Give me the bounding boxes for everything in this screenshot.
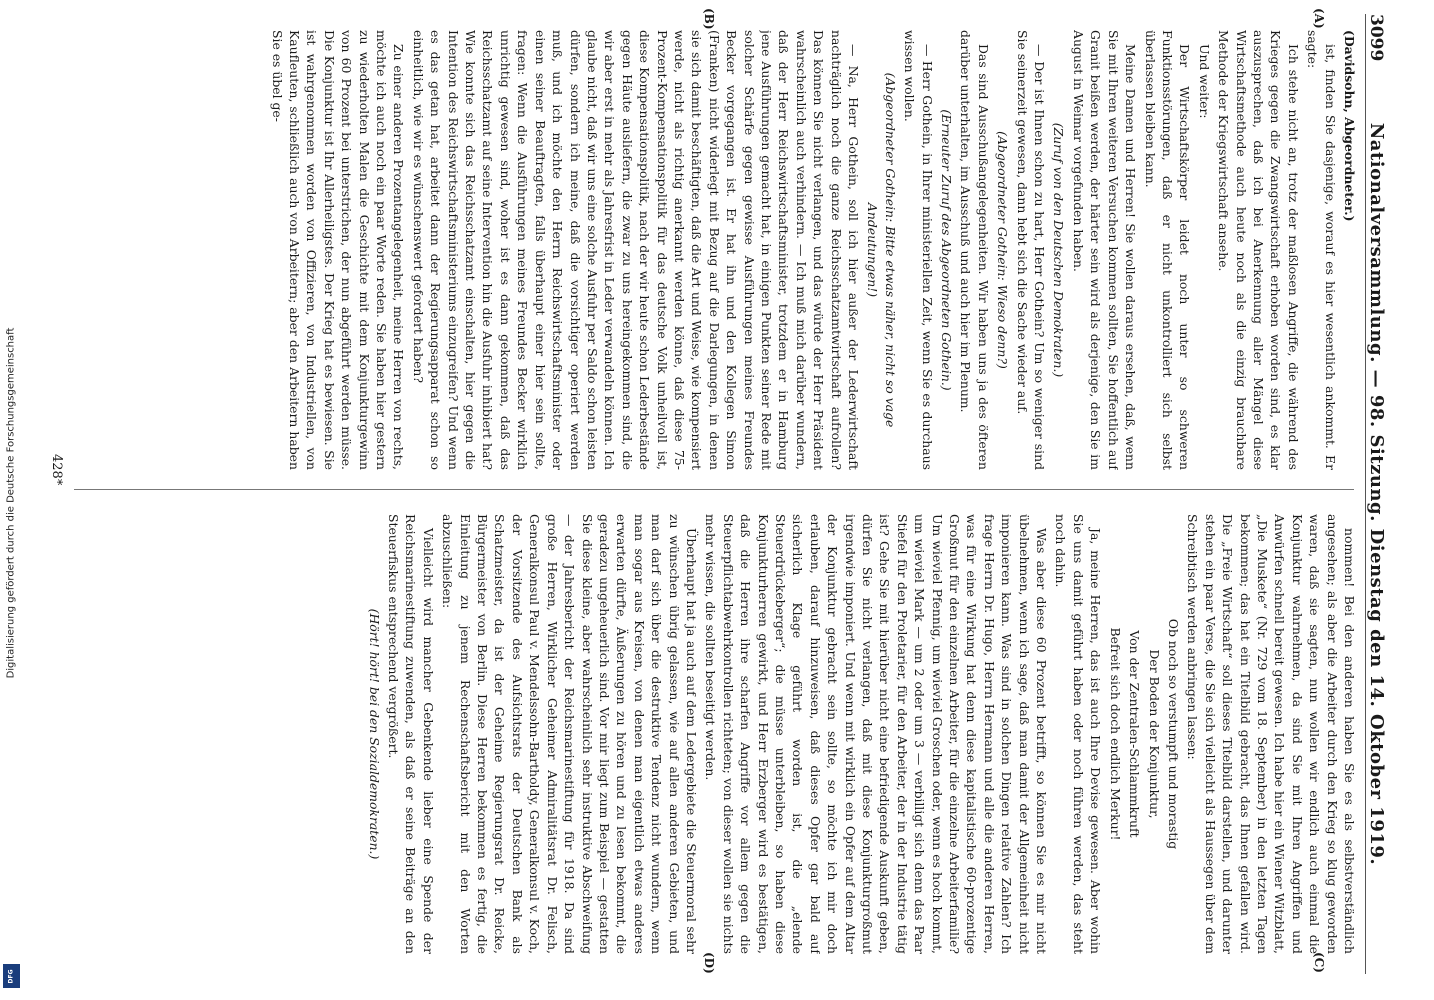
margin-mark-d: (D) — [702, 952, 716, 974]
paragraph: Meine Damen und Herren! Sie wollen daraus ersehen, daß, wenn Sie mit Ihren weiteren Versuchen kommen sollten, Sie hoffentlich auf Granit beißen werden, der härter sein wird als derjenige, den Sie im August in Weimar vorgefunden haben. — [1070, 30, 1139, 470]
right-text-column — [68, 514, 1358, 954]
paragraph: ist, finden Sie dasjenige, worauf es hier wesentlich ankommt. Er sagte: — [1305, 30, 1338, 470]
rotated-page-canvas — [36, 8, 1416, 974]
verse-line: Ob noch so verstumpft und morastig — [1165, 618, 1181, 850]
column-divider — [74, 489, 1354, 490]
margin-mark-c: (C) — [1312, 952, 1326, 973]
page-title: Nationalversammlung. — 98. Sitzung. Dienstag den 14. Oktober 1919. — [1366, 122, 1387, 866]
paragraph: nommen! Bei den anderen haben Sie es als selbstverständlich angesehen; als aber die Arbeiter durch den Krieg so klug geworden waren, daß sie sagten, nun wollen wir endlich auch einmal die Konjunktur wahrnehmen, da sind Sie mit Ihren Angriffen und Anwürfen schnell bereit gewesen. Ich habe hier ein Wiener Witzblatt, „Die Muskete“ (Nr. 729 vom 18. September) in den letzten Tagen bekommen; das hat ein Titelbild gebracht, das Ihnen gefallen wird. Die „Freie Wirtschaft“ soll dieses Titelbild darstellen, und darunter stehen ein paar Verse, die Sie sich vielleicht als Haussegen über dem Schreibtisch werden anbringen lassen: — [1185, 514, 1357, 954]
interjection: (Abgeordneter Gothein: Bitte etwas näher, nicht so vage Andeutungen!) — [865, 72, 898, 428]
paragraph: Vielleicht wird mancher Gebenkende lieber eine Spende der Reichsmarinestiftung zuwenden, als daß er seine Beiträge an den Steuerfiskus entsprechend vergrößert. — [386, 514, 436, 954]
paragraph: — Der ist Ihnen schon zu hart, Herr Gothein? Um so weniger sind Sie seinerzeit gewesen, dann hebt sich die Sache wieder auf. — [1014, 30, 1048, 470]
paragraph: Der Wirtschaftskörper leidet noch unter so schweren Funktionsstörungen, daß er nicht unkontrolliert sich selbst überlassen bleiben kann. — [1142, 30, 1193, 470]
verse-line: Der Boden der Konjunktur, — [1146, 649, 1162, 819]
speaker-name: (Davidsohn, Abgeordneter.) — [1342, 30, 1357, 222]
digitization-sidebar — [0, 8, 22, 998]
interjection: (Zuruf von den Deutschen Demokraten.) — [1051, 122, 1067, 378]
verse-line: Von der Zentralen-Schlammkruft — [1127, 630, 1143, 838]
paragraph: Ich stehe nicht an, trotz der maßlosen Angriffe, die während des Krieges gegen die Zwangswirtschaft erhoben worden sind, es klar auszusprechen, daß ich bei Anerkennung aller Mängel diese Wirtschaftsmethode auch heute noch als die einzig brauchbare Methode der Kriegswirtschaft ansehe. — [1216, 30, 1301, 470]
paragraph: Zu einer anderen Prozentangelegenheit, meine Herren von rechts, möchte ich auch noch ein paar Worte reden. Sie haben hier gestern zu wiederholten Malen die Geschichte mit dem Konjunkturgewinn von 60 Prozent bei unterstrichen, der nun abgeführt werden müsse. Die Konjunktur ist Ihr Allerheiligstes. Der Krieg hat es bewiesen. Sie ist wahrgenommen worden von Offizieren, von Industriellen, von Kaufleuten, schließlich auch von Arbeitern; aber den Arbeitern haben Sie es übel ge- — [269, 30, 407, 470]
margin-mark-b: (B) — [702, 8, 716, 30]
paragraph: Das sind Ausschußangelegenheiten. Wir haben uns ja des öfteren darüber unterhalten, im Ausschuß und auch hier im Plenum. — [958, 30, 991, 470]
paragraph: Was aber diese 60 Prozent betrifft, so können Sie es mir nicht übelnehmen, wenn ich sage, daß man damit der Allgemeinheit nicht imponieren kann. Was sind in solchen Dingen relative Zahlen? Ich frage Herrn Dr. Hugo, Herrn Hermann und alle die anderen Herren, was für eine Wirkung hat denn diese kapitalistische 60-prozentige Großmut für den einzelnen Arbeiter, für die einzelne Arbeiterfamilie? Um wieviel Pfennig, um wieviel Groschen oder, wenn es hoch kommt, um wieviel Mark — um 2 oder um 3 — verbilligt sich denn das Paar Stiefel für den Proletarier, für den Arbeiter, der in der Industrie tätig ist? Gehe Sie mit hierüber nicht eine befriedigende Auskunft geben, dürfen Sie nicht verlangen, daß mit diese Konjunkturgroßmut irgendwie imponiert. Und wenn mit wirklich ein Opfer auf dem Altar der Konjunktur gebracht sein sollte, so möchte ich mir doch erlauben, darauf hinzuweisen, daß dieses Opfer gar bald auf sicherlich Klage geführt worden ist, die „elende Steuerdrückeberger“; die müsse unterbleiben, so haben diese Konjunkturherren gewirkt, und Herr Erzberger wird es bestätigen, daß die Herren ihre scharfen Angriffe vor allem gegen die Steuerpflichtabwehrkontrollen richteten; von dieser wollen sie nichts mehr wissen, die sollten beseitigt werden. — [703, 514, 1050, 954]
dfg-logo-text: DFG — [7, 968, 15, 984]
paragraph: — Herr Gothein, in Ihrer ministeriellen Zeit, wenn Sie es durchaus wissen wollen. — [902, 30, 935, 470]
digitization-note: Digitalisierung gefördert durch die Deutsche Forschungsgemeinschaft — [5, 327, 17, 679]
page-footer-mark: 428* — [49, 454, 64, 486]
paragraph: Und weiter: — [1196, 44, 1212, 119]
page-header — [1365, 14, 1406, 974]
dfg-logo — [3, 964, 20, 988]
page-number: 3099 — [1366, 14, 1386, 62]
margin-mark-a: (A) — [1312, 8, 1326, 29]
interjection: (Hört! hört! bei den Sozialdemokraten.) — [366, 608, 382, 860]
left-text-column — [68, 30, 1358, 470]
paragraph: — Na, Herr Gothein, soll ich hier außer der Lederwirtschaft nachträglich noch die ganze Reichsschatzamtwirtschaft aufrollen? Das können Sie nicht verlangen, und das würde der Herr Präsident wahrscheinlich auch verhindern. — Ich muß mich darüber wundern, daß der Herr Reichswirtschaftsminister, trotzdem er in Hamburg jene Ausführungen gemacht hat, in einigen Punkten seiner Rede mit solcher Schärfe gegen gewisse Ausführungen meines Freundes Becker vorgegangen ist. Er hat ihn und den Kollegen Simon (Franken) nicht widerlegt mit Bezug auf die Darlegungen, in denen sie sich damit beschäftigten, daß die Art und Weise, wie kompensiert werde, nicht als richtig anerkannt werden könne, daß diese 75-Prozent-Kompensationspolitik für das deutsche Volk unheilvoll ist, diese Kompensationspolitik, nach der wir heute schon Lederbestände gegen Häute ausliefern, die zwar zu uns hereingekommen sind, die wir aber erst in mehr als Jahresfrist in Leder verwandeln können. Ich glaube nicht, daß wir uns eine solche Ausfuhr per Saldo schon leisten dürfen, sondern ich meine, daß die vorsichtiger operiert werden muß, und ich möchte den Herrn Reichswirtschaftsminister oder einen seiner Beauftragten, falls überhaupt einer hier sein sollte, fragen: Wenn die Ausführungen meines Freundes Becker wirklich unrichtig gewesen sind, woher ist es dann gekommen, daß das Reichsschatzamt auf seine Intervention hin die Ausfuhr inhibiert hat? Wie konnte sich das Reichsschatzamt einschalten, hier gegen die Intention des Reichswirtschaftsministeriums einzugreifen? Und wenn es das getan hat, arbeitet dann der Regierungsapparat schon so einheitlich, wie wir es wünschenswert gefordert haben? — [410, 30, 862, 470]
verse-line: Befreit sich doch endlich Merkur! — [1107, 627, 1123, 841]
paragraph: Überhaupt hat ja auch auf dem Ledergebiete die Steuermoral sehr zu wünschen übrig gelassen, wie auf allen anderen Gebieten, und man darf sich über die destruktive Tendenz nicht wundern, wenn man sogar aus Kreisen, von denen man eigentlich etwas anderes erwarten dürfte, Äußerungen zu hören und zu lesen bekommt, die geradezu ungeheuerlich sind. Vor mir liegt zum Beispiel — gestatten Sie diese kleine, aber wahrscheinlich sehr instruktive Abschweifung — der Jahresbericht der Reichsmarinestiftung für 1918. Da sind große Herren, Wirklicher Geheimer Admiralitätsrat Dr. Felisch, Generalkonsul Paul v. Mendelssohn-Bartholdy, Generalkonsul v. Koch, der Vorsitzende des Aufsichtsrats der Deutschen Bank als Schatzmeister, da ist der Geheime Regierungsrat Dr. Reicke, Bürgermeister von Berlin. Diese Herren bekommen es fertig, die Einleitung zu jenem Rechenschaftsbericht mit den Worten abzuschließen: — [440, 514, 699, 954]
document-page — [24, 8, 1428, 980]
interjection: (Abgeordneter Gothein: Wieso denn?) — [995, 131, 1011, 369]
interjection: (Erneuter Zuruf des Abgeordneten Gothein.) — [939, 109, 955, 391]
paragraph: Ja, meine Herren, das ist auch Ihre Devise gewesen. Aber wohin Sie uns damit geführt haben oder noch führen werden, das steht noch dahin. — [1053, 514, 1104, 954]
